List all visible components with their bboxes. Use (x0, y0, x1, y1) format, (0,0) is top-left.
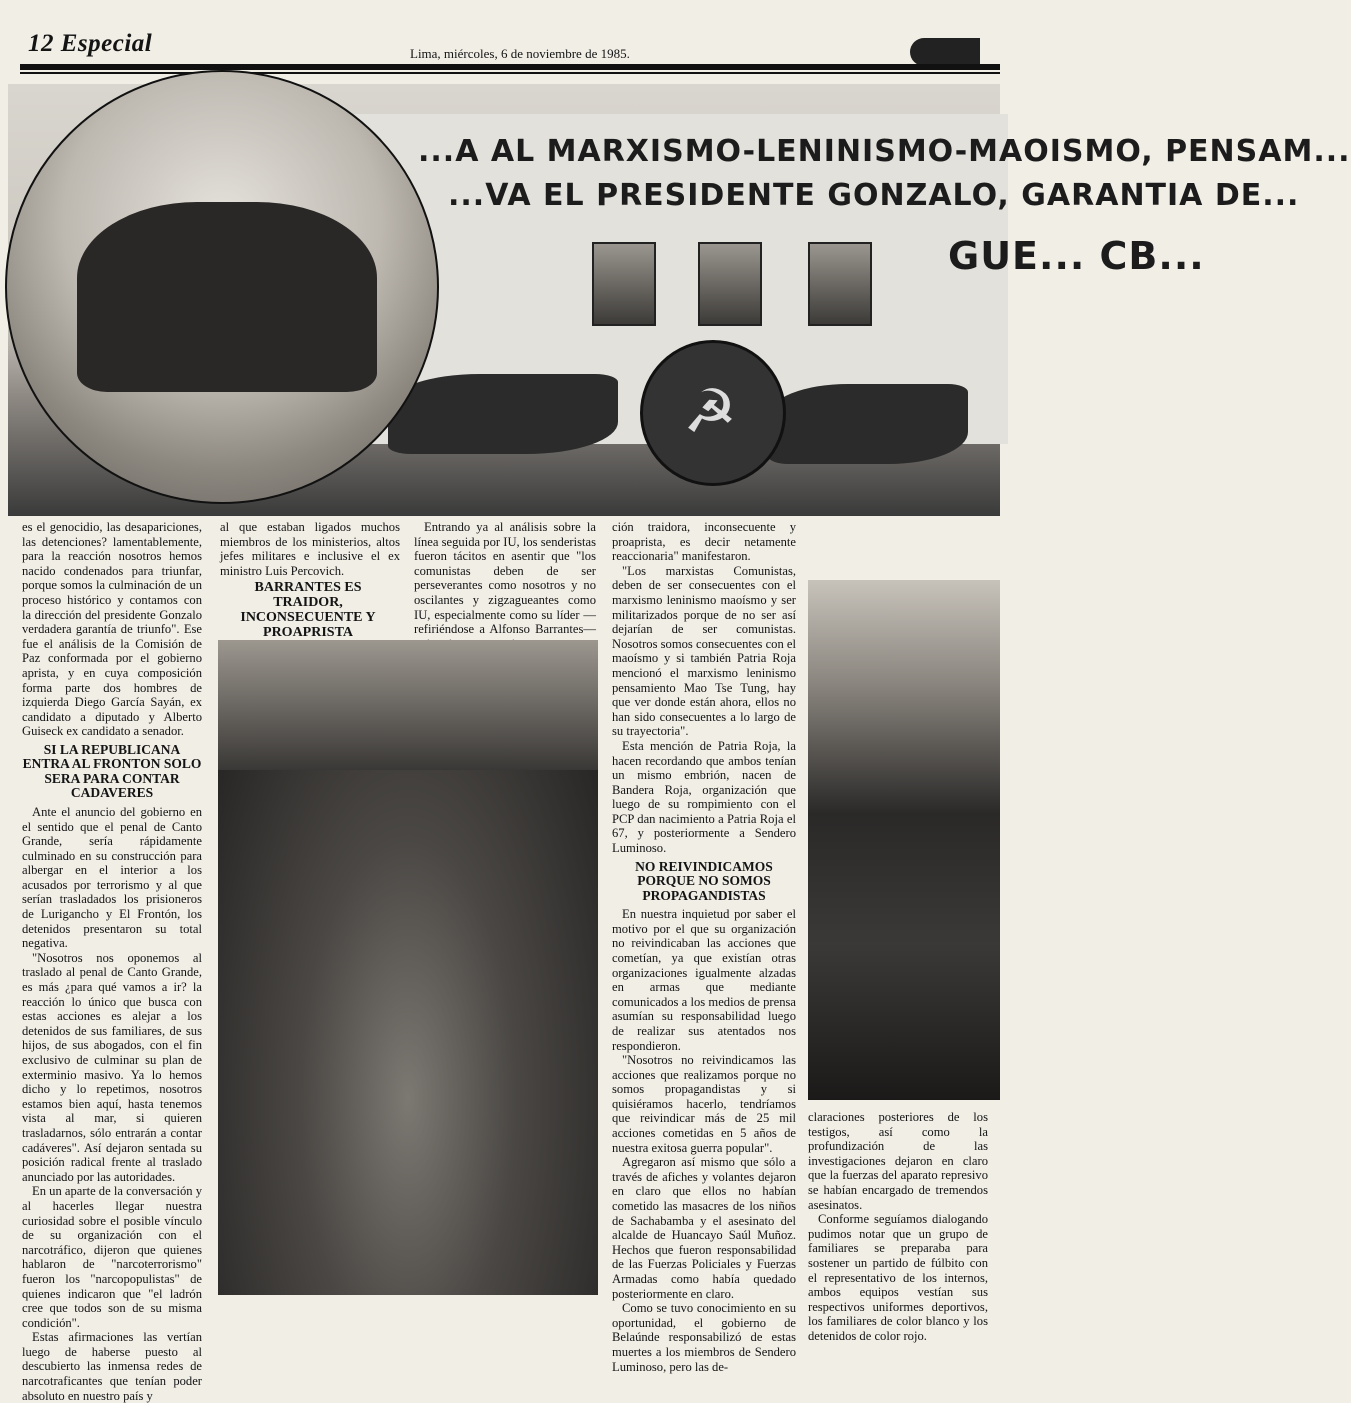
col5-paragraph: claraciones posteriores de los testigos, así como la profundización de las investigaciones dejaron en claro que la fuerzas del aparato represivo se habían encargado de tremendos asesinatos. (808, 1110, 988, 1212)
article-column-5 (808, 1110, 988, 1344)
subheading-republicana: SI LA REPUBLICANA ENTRA AL FRONTON SOLO SERA PARA CONTAR CADAVERES (22, 741, 202, 801)
col4-paragraph: Agregaron así mismo que sólo a través de afiches y volantes dejaron en claro que ellos no habían cometido las masacres de los niños de Sachabamba y el asesinato del alcalde de Huancayo Saúl Muñoz. Hechos que fueron responsabilidad de las Fuerzas Policiales y Fuerzas Armadas como había quedado posteriormente en claro. (612, 1155, 796, 1301)
portrait-1 (592, 242, 656, 326)
header-rule-thin (20, 72, 1000, 74)
article-column-1 (22, 520, 202, 1403)
prison-yard-photo (218, 640, 598, 1295)
article-column-2 (220, 520, 400, 578)
col1-paragraph: Ante el anuncio del gobierno en el sentido que el penal de Canto Grande, sería rápidamente culminado en su construcción para albergar en el interior a los acusados por terrorismo y al que serían trasladados los prisioneros de Lurigancho y El Frontón, los detenidos presentaron su total negativa. (22, 804, 202, 951)
photo-background (218, 640, 598, 770)
subheading-no-reivindicamos: NO REIVINDICAMOS PORQUE NO SOMOS PROPAGANDISTAS (635, 858, 773, 903)
col1-paragraph: "Nosotros nos oponemos al traslado al penal de Canto Grande, es más ¿para qué vamos a ir? la reacción lo único que busca con estas acciones es alejar a los detenidos de sus familiares, de sus hijos, de sus abogados, con el fin exclusivo de culminar su plan de exterminio masivo. Ya lo hemos dicho y lo repetimos, nosotros estamos bien aquí, hasta tenemos vista al mar, si quieren trasladarnos, sólo entrarán a contar cadáveres". Así dejaron sentada su posición radical frente al traslado anunciado por las autoridades. (22, 950, 202, 1184)
col4-paragraph: "Nosotros no reivindicamos las acciones que realizamos porque no somos propagandistas y si quisiéramos hacerlo, tendríamos que reivindicar más de 25 mil acciones cometidas en 5 años de nuestra exitosa guerra popular". (612, 1053, 796, 1155)
flag-right (768, 384, 968, 464)
hammer-sickle-emblem (640, 340, 786, 486)
col4-paragraph: ción traidora, inconsecuente y proaprista, es decir netamente reaccionaria" manifestaron. (612, 520, 796, 564)
col1-paragraph: Estas afirmaciones las vertían luego de haberse puesto al descubierto las inmensa redes de narcotraficantes que tenían poder absoluto en nuestro país y (22, 1330, 202, 1403)
section-title: 12 Especial (28, 30, 153, 57)
col5-paragraph: Conforme seguíamos dialogando pudimos notar que un grupo de familiares se preparaba para sostener un partido de fúlbito con el representativo de los internos, ambos equipos vestían sus respectivos uniformes deportivos, los familiares de color blanco y los detenidos de color rojo. (808, 1212, 988, 1343)
article-column-4 (612, 520, 796, 1374)
issue-date: Lima, miércoles, 6 de noviembre de 1985. (410, 46, 630, 61)
portrait-3 (808, 242, 872, 326)
col4-paragraph: En nuestra inquietud por saber el motivo por el que su organización no reivindicaban las acciones que cometían, ya que existían otras organizaciones igualmente alzadas en armas que mediante comunicados a los medios de prensa asumían su responsabilidad luego de realizar sus atentados nos respondieron. (612, 907, 796, 1053)
circular-inset-photo (5, 70, 439, 504)
banner-slogan-line2: ...VA EL PRESIDENTE GONZALO, GARANTIA DE... (448, 178, 1300, 213)
subheading-barrantes: BARRANTES ES TRAIDOR, INCONSECUENTE Y PROAPRISTA (240, 580, 376, 640)
crowd-silhouette (77, 202, 377, 392)
header-rule (20, 64, 1000, 70)
flag-left (388, 374, 618, 454)
portrait-2 (698, 242, 762, 326)
col3-paragraph: Entrando ya al análisis sobre la línea seguida por IU, los senderistas fueron tácitos en asentir que "los comunistas deben de ser perseverantes como nosotros y no oscilantes y zigzagueantes como IU, especialmente como su líder —refiriéndose a Alfonso Barrantes— (414, 520, 596, 637)
col2-paragraph: al que estaban ligados muchos miembros de los ministerios, altos jefes militares e inclusive el ex ministro Luis Percovich. (220, 520, 400, 578)
col1-paragraph: En un aparte de la conversación y al hacerles llegar nuestra curiosidad sobre el posible vínculo de su organización con el narcotráfico, dijeron que quienes hablaron de "narcoterrorismo" fueron los "narcopopulistas" de quienes indicaron que "el ladrón cree que todos son de su misma condición". (22, 1184, 202, 1330)
hammer-sickle-icon: ☭ (683, 377, 737, 447)
banner-slogan-line1: ...A AL MARXISMO-LENINISMO-MAOISMO, PENSAM... (418, 134, 1351, 169)
banner-slogan-line3: GUE... CB... (948, 234, 1205, 278)
col4-paragraph: Esta mención de Patria Roja, la hacen recordando que ambos tenían un mismo embrión, nacen de Bandera Roja, organización que luego de su rompimiento con el PCP dan nacimiento a Patria Roja el 67, y posteriormente a Sendero Luminoso. (612, 738, 796, 856)
right-side-photo (808, 580, 1000, 1100)
col4-paragraph: Como se tuvo conocimiento en su oportunidad, el gobierno de Belaúnde responsabilizó de estas muertes a los miembros de Sendero Luminoso, pero las de- (612, 1301, 796, 1374)
col4-paragraph: "Los marxistas Comunistas, deben de ser consecuentes con el marxismo leninismo maoísmo y ser militarizados porque de no ser así dejarían de ser comunistas. Nosotros somos consecuentes con el maoísmo y si también Patria Roja mencionó el marxismo leninismo pensamiento Mao Tse Tung, hay que ver donde están ahora, ellos no han sido consecuentes a lo largo de su trayectoria". (612, 563, 796, 739)
article-column-3 (414, 520, 596, 651)
col1-paragraph: es el genocidio, las desapariciones, las detenciones? lamentablemente, para la reacción nosotros hemos nacido condenados para triunfar, porque somos la culminación de un proceso histórico y contamos con la dirección del presidente Gonzalo verdadera garantía de triunfo". Ese fue el análisis de la Comisión de Paz conformada por el gobierno aprista, y en cuya composición forma parte dos hombres de izquierda Diego García Sayán, ex candidato a diputado y Alberto Guiseck ex candidato a senador. (22, 520, 202, 739)
newspaper-logo (910, 38, 980, 66)
